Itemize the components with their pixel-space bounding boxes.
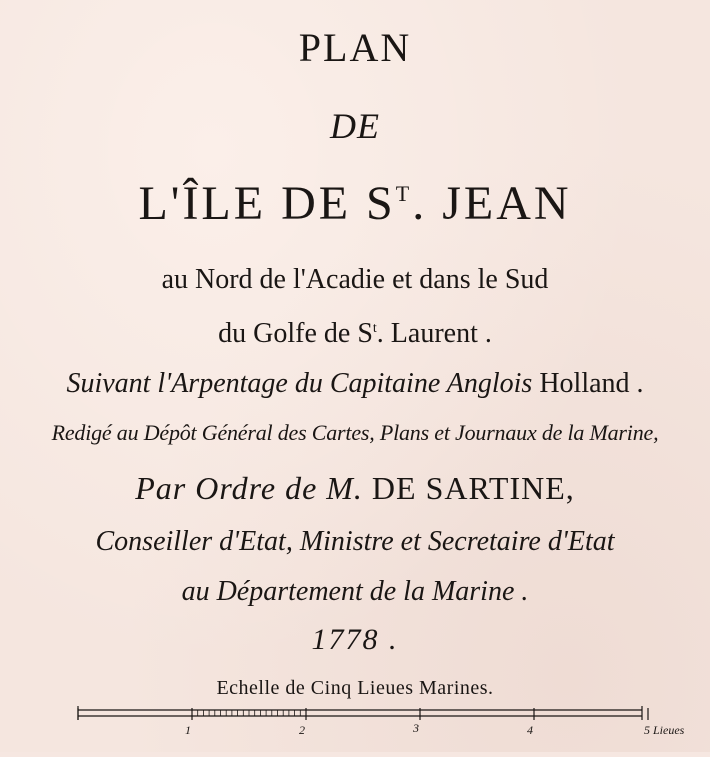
scale-label-1: 1 [185,723,191,737]
subtitle-golfe-pre: du Golfe de S [218,318,373,349]
subtitle-golfe-sup: t [372,321,377,336]
credit-sartine: DE SARTINE, [371,470,575,506]
credit-year: 1778 . [311,623,399,656]
credit-holland: Holland . [539,368,644,399]
scale-fine-divisions [192,710,306,716]
scale-label-4: 4 [527,723,533,737]
scale-bar [76,706,685,752]
scale-bar-graphic [76,706,685,752]
title-plan: PLAN [298,25,412,70]
title-de: DE [330,106,380,146]
credit-suivant-text: Suivant l'Arpentage du Capitaine Anglois [66,368,540,399]
scale-label-5: 5 Lieues [644,723,685,737]
title-ile-de-st-jean [0,177,710,230]
title-ile-main: L'ÎLE DE S [138,177,396,230]
credit-departement: au Département de la Marine . [181,576,529,607]
credit-conseiller: Conseiller d'Etat, Ministre et Secretaire d'Etat [95,526,615,557]
title-ile-sup: T [395,181,413,206]
subtitle-golfe [0,320,710,348]
scale-label-3: 3 [413,721,419,735]
credit-ordre [0,472,710,504]
credit-suivant [0,370,710,398]
title-ile-tail: . JEAN [412,177,572,230]
scale-label-2: 2 [299,723,305,737]
scale-labels [185,721,685,737]
scale-title: Echelle de Cinq Lieues Marines. [216,677,494,699]
credit-redige: Redigé au Dépôt Général des Cartes, Plans et Journaux de la Marine, [51,420,659,445]
credit-ordre-pre: Par Ordre de M. [135,470,372,506]
subtitle-nord: au Nord de l'Acadie et dans le Sud [161,264,549,295]
subtitle-golfe-post: . Laurent . [376,318,492,349]
